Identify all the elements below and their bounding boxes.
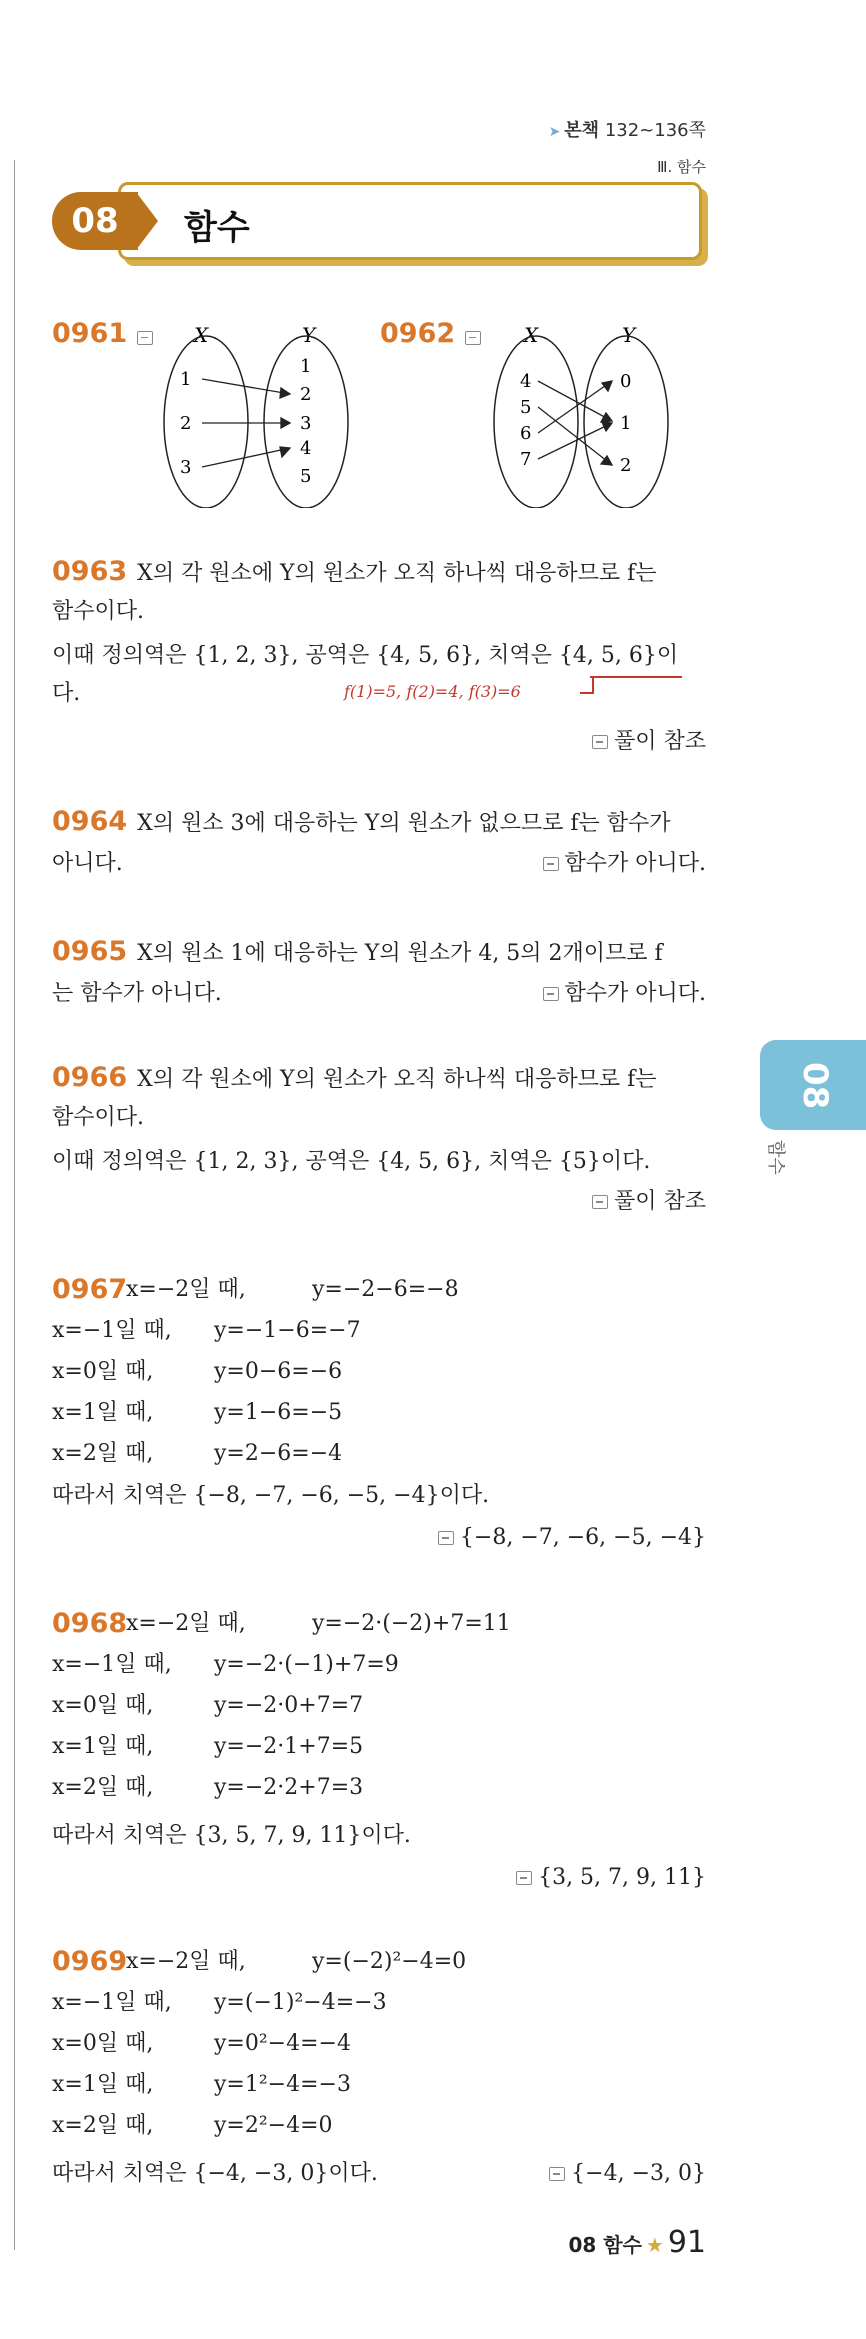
answer-0966: 풀이 참조 — [592, 1186, 706, 1218]
function-values-annotation: f(1)=5, f(2)=4, f(3)=6 — [344, 682, 521, 701]
side-tab-number: 08 — [795, 1062, 835, 1110]
case-equation: y=(−2)²−4=0 — [312, 1949, 467, 1974]
mapping-diagram-0961 — [150, 318, 370, 508]
problem-0968: 0968 — [52, 1608, 128, 1639]
set-y-label: Y — [622, 323, 636, 347]
problem-0967: 0967 — [52, 1274, 128, 1305]
case-condition: x=0일 때, — [52, 1693, 154, 1718]
case-equation: y=−2·1+7=5 — [214, 1734, 364, 1759]
case-condition: x=2일 때, — [52, 1441, 154, 1466]
case-condition: x=−1일 때, — [52, 1990, 172, 2015]
star-icon: ★ — [645, 2233, 664, 2257]
case-equation: y=1²−4=−3 — [214, 2072, 351, 2097]
answer-icon — [549, 2167, 565, 2181]
answer-icon — [465, 331, 481, 345]
case-condition: x=0일 때, — [52, 1359, 154, 1384]
set-x-ellipse — [164, 336, 248, 508]
range-underline — [590, 676, 682, 678]
case-equation: y=0²−4=−4 — [214, 2031, 351, 2056]
case-condition: x=−2일 때, — [126, 1277, 246, 1302]
case-condition: x=1일 때, — [52, 2072, 154, 2097]
side-tab-label: 함수 — [765, 1140, 786, 1175]
problem-0962 — [380, 318, 487, 349]
case-equation: y=−2·0+7=7 — [214, 1693, 364, 1718]
problem-0965: 0965 X의 원소 1에 대응하는 Y의 원소가 4, 5의 2개이므로 f — [52, 936, 663, 967]
case-equation: y=2²−4=0 — [214, 2113, 333, 2138]
set-x-element: 1 — [180, 369, 192, 390]
case-condition: x=1일 때, — [52, 1400, 154, 1425]
answer-0969: {−4, −3, 0} — [549, 2158, 706, 2190]
problem-0961 — [52, 318, 159, 349]
problem-number: 0962 — [380, 318, 456, 349]
case-condition: x=2일 때, — [52, 2113, 154, 2138]
problem-0969: 0969 — [52, 1946, 128, 1977]
case-condition: x=2일 때, — [52, 1775, 154, 1800]
set-x-element: 5 — [520, 397, 532, 418]
case-condition: x=−2일 때, — [126, 1611, 246, 1636]
arrow-icon: ➤ — [548, 124, 561, 140]
chapter-title: 함수 — [184, 208, 250, 248]
answer-0964: 함수가 아니다. — [543, 848, 707, 880]
set-x-element: 7 — [520, 449, 532, 470]
set-y-element: 4 — [300, 438, 312, 459]
textbook-page-reference: ➤ 본책 132~136쪽 — [548, 120, 706, 141]
case-equation: y=−2·2+7=3 — [214, 1775, 364, 1800]
chapter-arrow-icon — [136, 192, 158, 250]
answer-icon — [543, 987, 559, 1001]
set-x-ellipse — [494, 336, 578, 508]
case-equation: y=(−1)²−4=−3 — [214, 1990, 387, 2015]
set-y-label: Y — [302, 323, 316, 347]
case-condition: x=−1일 때, — [52, 1318, 172, 1343]
set-x-element: 6 — [520, 423, 532, 444]
set-y-element: 3 — [300, 413, 312, 434]
answer-icon — [592, 735, 608, 749]
case-equation: y=0−6=−6 — [214, 1359, 343, 1384]
set-y-element: 1 — [620, 413, 632, 434]
problem-0964: 0964 X의 원소 3에 대응하는 Y의 원소가 없으므로 f는 함수가 — [52, 806, 671, 837]
case-equation: y=−2−6=−8 — [312, 1277, 459, 1302]
answer-icon — [592, 1195, 608, 1209]
set-x-element: 3 — [180, 457, 192, 478]
set-y-element: 2 — [620, 455, 632, 476]
set-x-label: X — [194, 323, 209, 347]
set-x-label: X — [524, 323, 539, 347]
set-y-element: 1 — [300, 356, 312, 377]
answer-0967: {−8, −7, −6, −5, −4} — [438, 1522, 706, 1554]
answer-0965: 함수가 아니다. — [543, 978, 707, 1010]
case-equation: y=2−6=−4 — [214, 1441, 343, 1466]
set-x-element: 4 — [520, 371, 532, 392]
set-y-element: 2 — [300, 384, 312, 405]
set-x-element: 2 — [180, 413, 192, 434]
page-footer: 08 함수 ★ 91 — [568, 2225, 706, 2260]
set-y-element: 0 — [620, 371, 632, 392]
case-equation: y=−2·(−2)+7=11 — [312, 1611, 511, 1636]
unit-label: Ⅲ. 함수 — [657, 158, 706, 176]
answer-icon — [438, 1531, 454, 1545]
answer-0968: {3, 5, 7, 9, 11} — [516, 1862, 706, 1894]
chapter-number-badge: 08 — [52, 192, 138, 250]
case-condition: x=−1일 때, — [52, 1652, 172, 1677]
case-equation: y=−1−6=−7 — [214, 1318, 361, 1343]
case-equation: y=−2·(−1)+7=9 — [214, 1652, 399, 1677]
answer-0963: 풀이 참조 — [592, 726, 706, 758]
problem-0966: 0966 X의 각 원소에 Y의 원소가 오직 하나씩 대응하므로 f는 — [52, 1062, 657, 1093]
mapping-diagram-0962 — [480, 318, 700, 508]
case-condition: x=−2일 때, — [126, 1949, 246, 1974]
page-number: 91 — [667, 2225, 706, 2260]
left-margin-rule — [14, 160, 15, 2250]
answer-icon — [543, 857, 559, 871]
answer-icon — [516, 1871, 532, 1885]
set-y-element: 5 — [300, 466, 312, 487]
case-equation: y=1−6=−5 — [214, 1400, 343, 1425]
problem-number: 0961 — [52, 318, 128, 349]
case-condition: x=0일 때, — [52, 2031, 154, 2056]
range-underline-hook — [580, 676, 594, 694]
case-condition: x=1일 때, — [52, 1734, 154, 1759]
problem-0963: 0963 X의 각 원소에 Y의 원소가 오직 하나씩 대응하므로 f는 — [52, 556, 657, 587]
